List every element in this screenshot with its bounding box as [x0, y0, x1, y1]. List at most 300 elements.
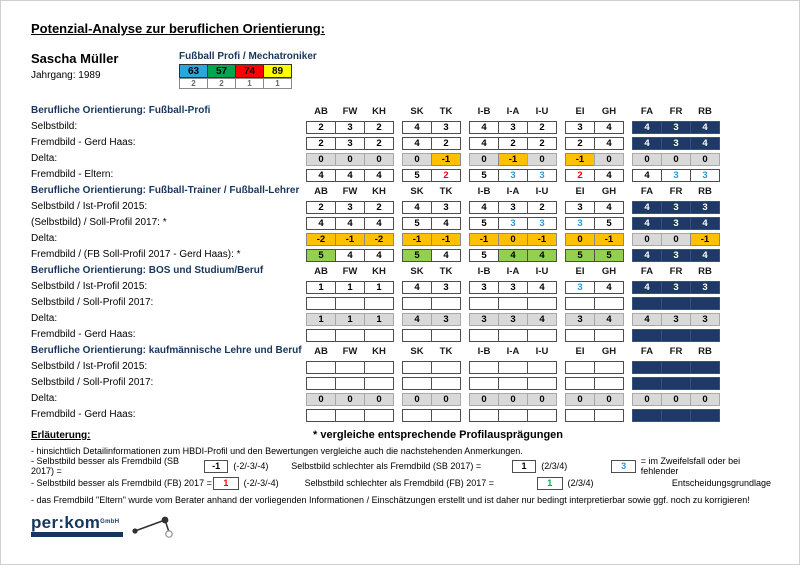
grid-cell: 2 — [498, 137, 528, 150]
grid-cell: 4 — [632, 121, 662, 134]
grid-cell — [306, 329, 336, 342]
row-label: (Selbstbild) / Soll-Profil 2017: * — [31, 217, 167, 228]
table-row — [31, 233, 771, 246]
legend-range: (2/3/4) — [541, 461, 568, 471]
logo-tagline-bar — [31, 532, 123, 537]
column-header: GH — [601, 346, 617, 357]
column-group — [565, 345, 624, 358]
row-label: Fremdbild - Eltern: — [31, 169, 114, 180]
cell-group — [469, 201, 557, 214]
grid-cell: 4 — [498, 249, 528, 262]
section-title: Berufliche Orientierung: BOS und Studium/Beruf — [31, 265, 264, 276]
column-group — [632, 265, 720, 278]
cell-group — [565, 153, 624, 166]
column-header: I-U — [535, 106, 549, 117]
grid-cell: 1 — [335, 313, 365, 326]
grid-cell: 1 — [306, 281, 336, 294]
grid-cell: 0 — [527, 153, 557, 166]
cell-group — [469, 153, 557, 166]
cell-group — [469, 233, 557, 246]
column-group — [565, 185, 624, 198]
legend-box-red-text: 1 — [213, 477, 239, 490]
cell-group — [469, 249, 557, 262]
grid-cell — [565, 361, 595, 374]
column-header: SK — [410, 266, 424, 277]
row-label: Delta: — [31, 313, 58, 324]
column-header: AB — [314, 346, 328, 357]
grid-cell: 4 — [632, 169, 662, 182]
grid-cell — [402, 361, 432, 374]
cell-group — [402, 281, 461, 294]
person-year: Jahrgang: 1989 — [31, 70, 101, 81]
cell-group — [402, 121, 461, 134]
profile-score-cell: 89 — [263, 64, 292, 78]
column-header: RB — [698, 266, 712, 277]
table-row — [31, 249, 771, 262]
grid-cell: 5 — [594, 217, 624, 230]
table-row — [31, 393, 771, 406]
footer-heading: Erläuterung: — [31, 430, 91, 441]
grid-cell — [402, 377, 432, 390]
grid-cell: 2 — [364, 137, 394, 150]
column-header: FW — [342, 346, 358, 357]
grid-cell — [498, 297, 528, 310]
grid-cell: 3 — [661, 201, 691, 214]
column-header: FR — [669, 186, 683, 197]
grid-cell: 2 — [565, 137, 595, 150]
grid-cell: 4 — [306, 169, 336, 182]
column-header: TK — [439, 346, 453, 357]
grid-cell — [632, 297, 662, 310]
section — [31, 185, 771, 262]
column-header: SK — [410, 186, 424, 197]
row-label: Selbstbild / Ist-Profil 2015: — [31, 281, 148, 292]
grid-cell: 3 — [690, 281, 720, 294]
cell-group — [632, 121, 720, 134]
grid-cell — [527, 409, 557, 422]
cell-group — [565, 233, 624, 246]
grid-cell: 5 — [469, 169, 499, 182]
column-group — [565, 265, 624, 278]
grid-cell: 0 — [402, 153, 432, 166]
legend-label: Selbstbild schlechter als Fremdbild (FB) 2017 = — [304, 478, 495, 488]
profile-score-cell: 74 — [235, 64, 264, 78]
cell-group — [565, 313, 624, 326]
cell-group — [565, 249, 624, 262]
table-row — [31, 409, 771, 422]
grid-cell: 4 — [690, 137, 720, 150]
row-label: Selbstbild / Ist-Profil 2015: — [31, 201, 148, 212]
grid-cell: 2 — [364, 201, 394, 214]
grid-cell: 0 — [335, 153, 365, 166]
section-header-row — [31, 345, 771, 358]
cell-group — [469, 169, 557, 182]
section-header-row — [31, 185, 771, 198]
grid-cell — [431, 409, 461, 422]
grid-cell: -1 — [431, 233, 461, 246]
legend-box-green-text: 1 — [537, 477, 563, 490]
cell-group — [306, 393, 394, 406]
grid-cell: 4 — [364, 217, 394, 230]
cell-group — [632, 409, 720, 422]
grid-cell: 2 — [527, 201, 557, 214]
footer — [31, 429, 771, 505]
column-header: EI — [575, 106, 585, 117]
grid-cell: 4 — [335, 217, 365, 230]
grid-cell: 3 — [469, 313, 499, 326]
grid-cell: 5 — [565, 249, 595, 262]
cell-group — [469, 329, 557, 342]
grid-cell: 3 — [469, 281, 499, 294]
column-header: RB — [698, 186, 712, 197]
grid-cell — [594, 377, 624, 390]
grid-cell: -1 — [690, 233, 720, 246]
grid-cell: 5 — [402, 249, 432, 262]
cell-group — [632, 233, 720, 246]
cell-group — [402, 361, 461, 374]
grid-cell — [335, 329, 365, 342]
grid-cell — [431, 361, 461, 374]
table-row — [31, 281, 771, 294]
grid-cell: -1 — [402, 233, 432, 246]
column-header: KH — [372, 186, 386, 197]
grid-cell: 2 — [306, 201, 336, 214]
grid-cell: 4 — [335, 249, 365, 262]
column-header: FA — [640, 266, 654, 277]
grid-cell — [690, 377, 720, 390]
cell-group — [306, 281, 394, 294]
grid-cell: 0 — [431, 393, 461, 406]
grid-cell — [431, 329, 461, 342]
cell-group — [565, 393, 624, 406]
profile-title: Fußball Profi / Mechatroniker — [179, 51, 317, 62]
grid-cell: 3 — [431, 201, 461, 214]
grid-cell: 3 — [690, 169, 720, 182]
grid-cell — [431, 377, 461, 390]
cell-group — [306, 313, 394, 326]
grid-cell: -1 — [431, 153, 461, 166]
grid-cell: 4 — [527, 313, 557, 326]
cell-group — [632, 361, 720, 374]
grid-cell — [364, 297, 394, 310]
cell-group — [469, 393, 557, 406]
grid-cell — [632, 329, 662, 342]
column-header: EI — [575, 346, 585, 357]
grid-cell — [306, 361, 336, 374]
grid-cell: 0 — [594, 153, 624, 166]
logo — [31, 515, 123, 537]
legend-label: - Selbstbild besser als Fremdbild (FB) 2017 = — [31, 478, 212, 488]
column-group — [306, 185, 394, 198]
footer-note-2: - das Fremdbild "Eltern" wurde vom Berater anhand der vorliegenden Informationen / Einschätzungen erstellt und ist daher nur bedingt interpretierbar sowie ggf. noch zu korrigieren! — [31, 495, 750, 505]
column-header: AB — [314, 106, 328, 117]
cell-group — [306, 233, 394, 246]
grid-cell: 4 — [402, 201, 432, 214]
legend-text: = im Zweifelsfall oder bei fehlender — [640, 456, 741, 476]
grid-cell: 4 — [364, 169, 394, 182]
legend-label: Selbstbild schlechter als Fremdbild (SB 2017) = — [291, 461, 482, 471]
cell-group — [632, 377, 720, 390]
section-title: Berufliche Orientierung: Fußball-Trainer / Fußball-Lehrer — [31, 185, 300, 196]
column-group — [469, 345, 557, 358]
cell-group — [632, 329, 720, 342]
cell-group — [306, 201, 394, 214]
grid-cell — [498, 377, 528, 390]
table-row — [31, 329, 771, 342]
grid-cell: 0 — [527, 393, 557, 406]
grid-cell: 4 — [364, 249, 394, 262]
grid-cell — [690, 297, 720, 310]
grid-cell: 3 — [498, 201, 528, 214]
section-title: Berufliche Orientierung: Fußball-Profi — [31, 105, 211, 116]
grid-cell — [527, 297, 557, 310]
profile-rank-cell: 2 — [207, 78, 236, 89]
row-label: Fremdbild / (FB Soll-Profil 2017 - Gerd Haas): * — [31, 249, 241, 260]
section — [31, 105, 771, 182]
grid-cell — [527, 361, 557, 374]
grid-cell — [661, 377, 691, 390]
grid-cell: 1 — [364, 313, 394, 326]
page-title: Potenzial-Analyse zur beruflichen Orientierung: — [31, 21, 325, 36]
cell-group — [469, 377, 557, 390]
cell-group — [306, 249, 394, 262]
grid-cell — [594, 361, 624, 374]
cell-group — [632, 169, 720, 182]
cell-group — [402, 393, 461, 406]
grid-cell: 3 — [498, 313, 528, 326]
header-block — [31, 51, 771, 89]
row-label: Fremdbild - Gerd Haas: — [31, 329, 136, 340]
grid-cell: 0 — [632, 233, 662, 246]
section — [31, 265, 771, 342]
grid-cell: 4 — [594, 313, 624, 326]
cell-group — [469, 121, 557, 134]
column-header: RB — [698, 346, 712, 357]
grid-cell: 3 — [498, 121, 528, 134]
grid-cell: -2 — [306, 233, 336, 246]
grid-cell: 3 — [661, 313, 691, 326]
grid-cell: -1 — [565, 153, 595, 166]
grid-cell: 0 — [594, 393, 624, 406]
column-group — [632, 345, 720, 358]
grid-cell: 4 — [527, 249, 557, 262]
column-group — [469, 265, 557, 278]
grid-cell: 4 — [632, 281, 662, 294]
cell-group — [565, 361, 624, 374]
grid-cell: 5 — [469, 217, 499, 230]
cell-group — [469, 281, 557, 294]
column-header: EI — [575, 186, 585, 197]
grid-cell: -1 — [527, 233, 557, 246]
grid-cell: 0 — [498, 393, 528, 406]
row-label: Delta: — [31, 393, 58, 404]
grid-cell — [690, 361, 720, 374]
grid-cell — [594, 297, 624, 310]
table-row — [31, 297, 771, 310]
section — [31, 345, 771, 422]
grid-cell — [335, 297, 365, 310]
cell-group — [632, 393, 720, 406]
column-header: KH — [372, 346, 386, 357]
grid-cell: 0 — [632, 393, 662, 406]
legend-row-1 — [31, 456, 771, 476]
grid-cell: 0 — [364, 153, 394, 166]
cell-group — [565, 169, 624, 182]
grid-cell: 4 — [690, 121, 720, 134]
grid-cell: 0 — [306, 393, 336, 406]
grid-cell: 4 — [469, 137, 499, 150]
grid-cell: 5 — [469, 249, 499, 262]
grid-cell — [690, 409, 720, 422]
column-group — [469, 105, 557, 118]
column-header: FA — [640, 106, 654, 117]
grid-cell — [498, 409, 528, 422]
column-header: I-B — [477, 106, 491, 117]
profile-rank-cell: 2 — [179, 78, 208, 89]
legend-range: (2/3/4) — [567, 478, 594, 488]
grid-cell: 3 — [661, 249, 691, 262]
person-block — [31, 51, 179, 89]
column-header: SK — [410, 346, 424, 357]
grid-cell: 0 — [402, 393, 432, 406]
cell-group — [565, 409, 624, 422]
grid-cell: 1 — [306, 313, 336, 326]
grid-cell: 2 — [364, 121, 394, 134]
grid-cell: -1 — [335, 233, 365, 246]
grid-cell — [498, 361, 528, 374]
grid-cell: 3 — [661, 121, 691, 134]
profile-rank-cell: 1 — [263, 78, 292, 89]
profile-score-cell: 57 — [207, 64, 236, 78]
grid-cell: 4 — [402, 137, 432, 150]
cell-group — [402, 377, 461, 390]
cell-group — [632, 153, 720, 166]
legend-label: - Selbstbild besser als Fremdbild (SB 2017) = — [31, 456, 180, 476]
column-group — [402, 105, 461, 118]
cell-group — [306, 377, 394, 390]
legend-text: Entscheidungsgrundlage — [671, 478, 771, 488]
footer-note-1: - hinsichtlich Detailinformationen zum HBDI-Profil und den Bewertungen vergleiche auch die nachstehenden Anmerkungen. — [31, 446, 523, 456]
column-header: FR — [669, 106, 683, 117]
cell-group — [402, 169, 461, 182]
grid-cell — [690, 329, 720, 342]
cell-group — [565, 297, 624, 310]
cell-group — [565, 377, 624, 390]
table-row — [31, 121, 771, 134]
grid-cell: 3 — [661, 137, 691, 150]
grid-cell — [565, 329, 595, 342]
cell-group — [306, 153, 394, 166]
cell-group — [306, 297, 394, 310]
row-label: Selbstbild / Soll-Profil 2017: — [31, 297, 154, 308]
grid-cell: 0 — [632, 153, 662, 166]
grid-cell: 4 — [469, 201, 499, 214]
column-header: FW — [342, 186, 358, 197]
network-icon — [131, 515, 175, 541]
table-row — [31, 361, 771, 374]
grid-cell: 0 — [565, 233, 595, 246]
cell-group — [632, 249, 720, 262]
cell-group — [565, 281, 624, 294]
cell-group — [402, 313, 461, 326]
legend-box-orange: -1 — [204, 460, 228, 473]
cell-group — [632, 217, 720, 230]
grid-cell: 4 — [306, 217, 336, 230]
grid-cell: 4 — [594, 169, 624, 182]
column-header: I-U — [535, 266, 549, 277]
grid-cell: 4 — [527, 281, 557, 294]
grid-cell: 2 — [431, 169, 461, 182]
column-header: AB — [314, 186, 328, 197]
grid-cell: 4 — [594, 281, 624, 294]
grid-cell: 4 — [469, 121, 499, 134]
column-group — [402, 265, 461, 278]
grid-cell — [364, 377, 394, 390]
cell-group — [469, 297, 557, 310]
cell-group — [306, 137, 394, 150]
star-note: * vergleiche entsprechende Profilausprägungen — [313, 429, 564, 441]
cell-group — [306, 217, 394, 230]
grid-cell: 2 — [431, 137, 461, 150]
grid-cell: 3 — [431, 281, 461, 294]
grid-cell — [431, 297, 461, 310]
column-header: FW — [342, 266, 358, 277]
cell-group — [565, 201, 624, 214]
cell-group — [632, 201, 720, 214]
legend-box-green: 1 — [512, 460, 536, 473]
grid-cell: 0 — [364, 393, 394, 406]
grid-cell: 4 — [402, 281, 432, 294]
column-group — [306, 345, 394, 358]
grid-cell — [565, 297, 595, 310]
column-group — [632, 105, 720, 118]
table-row — [31, 313, 771, 326]
cell-group — [306, 361, 394, 374]
grid-cell — [469, 329, 499, 342]
grid-cell: 4 — [431, 249, 461, 262]
row-label: Selbstbild / Soll-Profil 2017: — [31, 377, 154, 388]
grid-cell: 4 — [335, 169, 365, 182]
grid-cell — [306, 409, 336, 422]
grid-cell: 3 — [431, 121, 461, 134]
person-name: Sascha Müller — [31, 51, 119, 66]
row-label: Delta: — [31, 233, 58, 244]
grid-cell: 2 — [306, 137, 336, 150]
profile-rank-cell: 1 — [235, 78, 264, 89]
grid-cell: 4 — [690, 217, 720, 230]
grid-cell: 4 — [632, 217, 662, 230]
grid-cell — [306, 297, 336, 310]
grid-cell: 3 — [565, 217, 595, 230]
grid-cell — [335, 409, 365, 422]
cell-group — [402, 153, 461, 166]
section-header-row — [31, 265, 771, 278]
legend-range: (-2/-3/-4) — [243, 478, 279, 488]
row-label: Selbstbild: — [31, 121, 78, 132]
cell-group — [402, 137, 461, 150]
grid-cell: 3 — [565, 121, 595, 134]
grid-cell: 3 — [565, 201, 595, 214]
grid-cell: 4 — [632, 201, 662, 214]
column-header: KH — [372, 106, 386, 117]
column-header: I-B — [477, 266, 491, 277]
row-label: Fremdbild - Gerd Haas: — [31, 137, 136, 148]
grid-cell — [469, 377, 499, 390]
grid-cell: 2 — [565, 169, 595, 182]
column-header: GH — [601, 106, 617, 117]
cell-group — [565, 137, 624, 150]
cell-group — [402, 297, 461, 310]
